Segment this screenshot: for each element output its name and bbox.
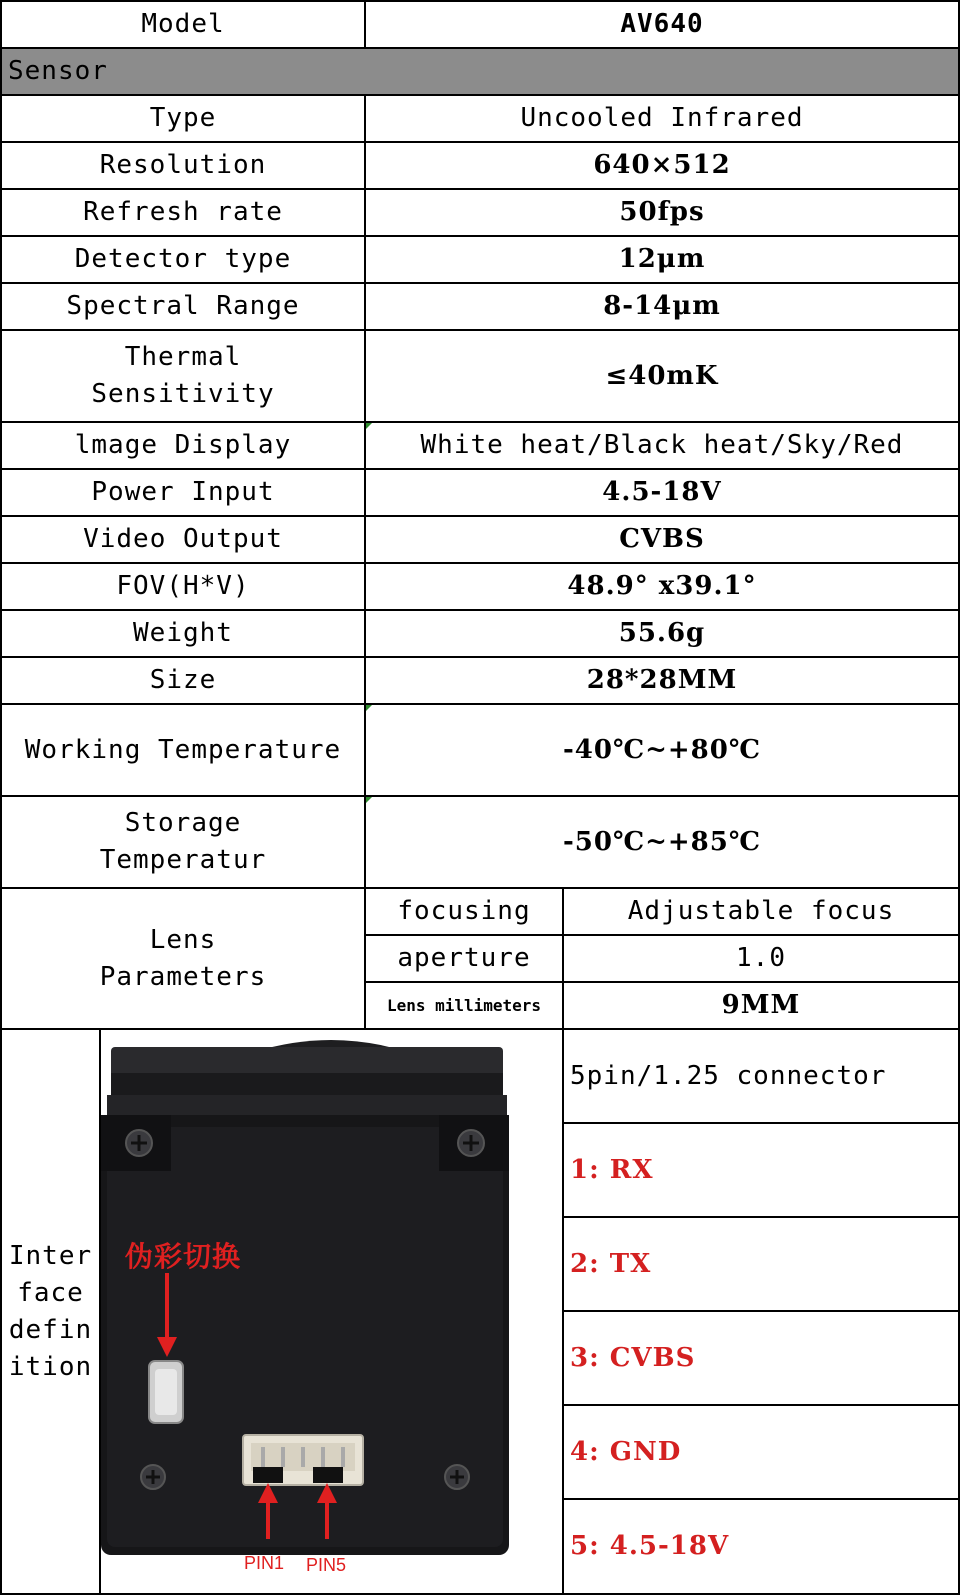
spec-value-thermal-sensitivity: ≤40mK [364, 329, 960, 423]
lens-aperture-value: 1.0 [562, 934, 960, 983]
spec-label-detector-type: Detector type [0, 235, 366, 284]
lens-millimeters-label: Lens millimeters [364, 981, 564, 1030]
spec-label-fov: FOV(H*V) [0, 562, 366, 611]
spec-value-resolution: 640×512 [364, 141, 960, 190]
spec-value-video-output: CVBS [364, 515, 960, 564]
spec-label-image-display: lmage Display [0, 421, 366, 470]
spec-label-thermal-sensitivity: Thermal Sensitivity [0, 329, 366, 423]
pin1-label: PIN1 [244, 1553, 285, 1573]
lens-millimeters-value: 9MM [562, 981, 960, 1030]
spec-label-type: Type [0, 94, 366, 143]
spec-label-size: Size [0, 656, 366, 705]
lens-focusing-value: Adjustable focus [562, 887, 960, 936]
lens-aperture-label: aperture [364, 934, 564, 983]
spec-value-fov: 48.9° x39.1° [364, 562, 960, 611]
spec-value-weight: 55.6g [364, 609, 960, 658]
camera-illustration [101, 1031, 553, 1591]
interface-label-line: ition [8, 1351, 93, 1382]
cell-corner-marker [366, 705, 372, 711]
spec-label-spectral-range: Spectral Range [0, 282, 366, 331]
spec-value-power-input: 4.5-18V [364, 468, 960, 517]
pin-row: 5: 4.5-18V [562, 1498, 960, 1595]
spec-value-detector-type: 12μm [364, 235, 960, 284]
spec-label-refresh-rate: Refresh rate [0, 188, 366, 237]
false-color-switch-label: 伪彩切换 [125, 1240, 242, 1273]
spec-value-image-display: White heat/Black heat/Sky/Red [364, 421, 960, 470]
model-value: AV640 [364, 0, 960, 49]
spec-value-refresh-rate: 50fps [364, 188, 960, 237]
interface-label-line: defin [8, 1314, 93, 1345]
spec-value-type: Uncooled Infrared [364, 94, 960, 143]
pin-row: 4: GND [562, 1404, 960, 1500]
spec-label-working-temperature: Working Temperature [0, 703, 366, 797]
connector-type: 5pin/1.25 connector [562, 1028, 960, 1124]
cell-corner-marker [366, 797, 372, 803]
spec-value-size: 28*28MM [364, 656, 960, 705]
pin-row: 2: TX [562, 1216, 960, 1312]
model-label: Model [0, 0, 366, 49]
pin5-label: PIN5 [306, 1555, 347, 1575]
spec-label-power-input: Power Input [0, 468, 366, 517]
interface-label-line: face [17, 1277, 84, 1308]
camera-back-photo [101, 1031, 553, 1591]
interface-definition-label [0, 1028, 101, 1595]
interface-label-line: Inter [8, 1240, 93, 1271]
section-sensor: Sensor [0, 47, 960, 96]
spec-value-spectral-range: 8-14μm [364, 282, 960, 331]
spec-value-working-temperature: -40℃~+80℃ [364, 703, 960, 797]
pin-row: 1: RX [562, 1122, 960, 1218]
lens-focusing-label: focusing [364, 887, 564, 936]
spec-label-video-output: Video Output [0, 515, 366, 564]
lens-parameters-label: Lens Parameters [0, 887, 366, 1030]
pin-row: 3: CVBS [562, 1310, 960, 1406]
spec-value-storage-temperature: -50℃~+85℃ [364, 795, 960, 889]
spec-label-weight: Weight [0, 609, 366, 658]
spec-label-resolution: Resolution [0, 141, 366, 190]
cell-corner-marker [366, 423, 372, 429]
spec-label-storage-temperature: Storage Temperatur [0, 795, 366, 889]
